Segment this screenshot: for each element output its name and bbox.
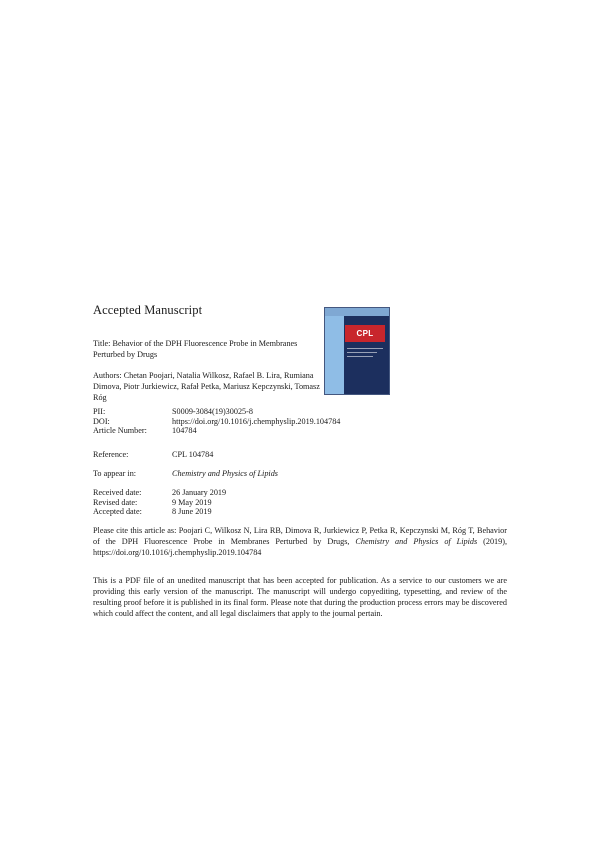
citation-paragraph [93, 525, 507, 558]
received-row [93, 488, 513, 498]
doi-row [93, 417, 513, 427]
received-date: 26 January 2019 [172, 488, 227, 497]
cover-decoration [347, 348, 383, 349]
pii-value: S0009-3084(19)30025-8 [172, 407, 253, 416]
authors-list: Chetan Poojari, Natalia Wilkosz, Rafael B. Lira, Rumiana Dimova, Piotr Jurkiewicz, Rafał Petka, Mariusz Kepczynski, Tomasz Róg [93, 371, 320, 402]
received-label: Received date: [93, 488, 142, 497]
doi-label: DOI: [93, 416, 110, 426]
reference-value: CPL 104784 [172, 450, 214, 459]
cover-decoration [347, 356, 373, 357]
journal-cover-image [324, 307, 390, 395]
appear-row [93, 469, 513, 479]
journal-name: Chemistry and Physics of Lipids [172, 469, 278, 478]
journal-logo: CPL [345, 325, 385, 342]
article-number-row [93, 426, 513, 436]
revised-row [93, 498, 513, 508]
accepted-label: Accepted date: [93, 507, 142, 516]
article-number-value: 104784 [172, 426, 197, 435]
identifiers-block [93, 407, 513, 436]
dates-block [93, 488, 513, 517]
cover-decoration [347, 352, 377, 353]
citation-journal: Chemistry and Physics of Lipids [355, 537, 478, 546]
title-label: Title: [93, 339, 111, 348]
title-block [93, 338, 318, 360]
authors-label: Authors: [93, 371, 122, 380]
revised-label: Revised date: [93, 497, 138, 507]
citation-prefix: Please cite this article as: Poojari C, Wilkosz N, Lira RB, Dimova R, Jurkiewicz P, Petka R, Kepczynski M, Róg T, Behavior of the DPH Fluorescence Probe in Membranes Perturbed by Drugs, [93, 526, 507, 546]
cover-top-band [325, 308, 389, 316]
pii-label: PII: [93, 407, 106, 416]
appear-block [93, 469, 513, 479]
manuscript-notice: This is a PDF file of an unedited manuscript that has been accepted for publication. As a service to our customers we are providing this early version of the manuscript. The manuscript will undergo copyediting, typesetting, and review of the resulting proof before it is published in its final form. Please note that during the production process errors may be discovered which could affect the content, and all legal disclaimers that apply to the journal pertain. [93, 576, 507, 618]
appear-label: To appear in: [93, 469, 137, 478]
reference-block [93, 450, 513, 460]
revised-date: 9 May 2019 [172, 497, 212, 507]
accepted-row [93, 507, 513, 517]
reference-label: Reference: [93, 450, 129, 459]
article-number-label: Article Number: [93, 426, 147, 435]
accepted-date: 8 June 2019 [172, 507, 212, 516]
authors-block [93, 370, 323, 403]
cover-side-panel [325, 316, 344, 394]
reference-row [93, 450, 513, 460]
article-title: Behavior of the DPH Fluorescence Probe in Membranes Perturbed by Drugs [93, 339, 298, 359]
page-heading: Accepted Manuscript [93, 303, 203, 317]
doi-link[interactable]: https://doi.org/10.1016/j.chemphyslip.2019.104784 [172, 416, 341, 426]
citation-suffix: (2019), https://doi.org/10.1016/j.chemphyslip.2019.104784 [93, 537, 508, 557]
pii-row [93, 407, 513, 417]
